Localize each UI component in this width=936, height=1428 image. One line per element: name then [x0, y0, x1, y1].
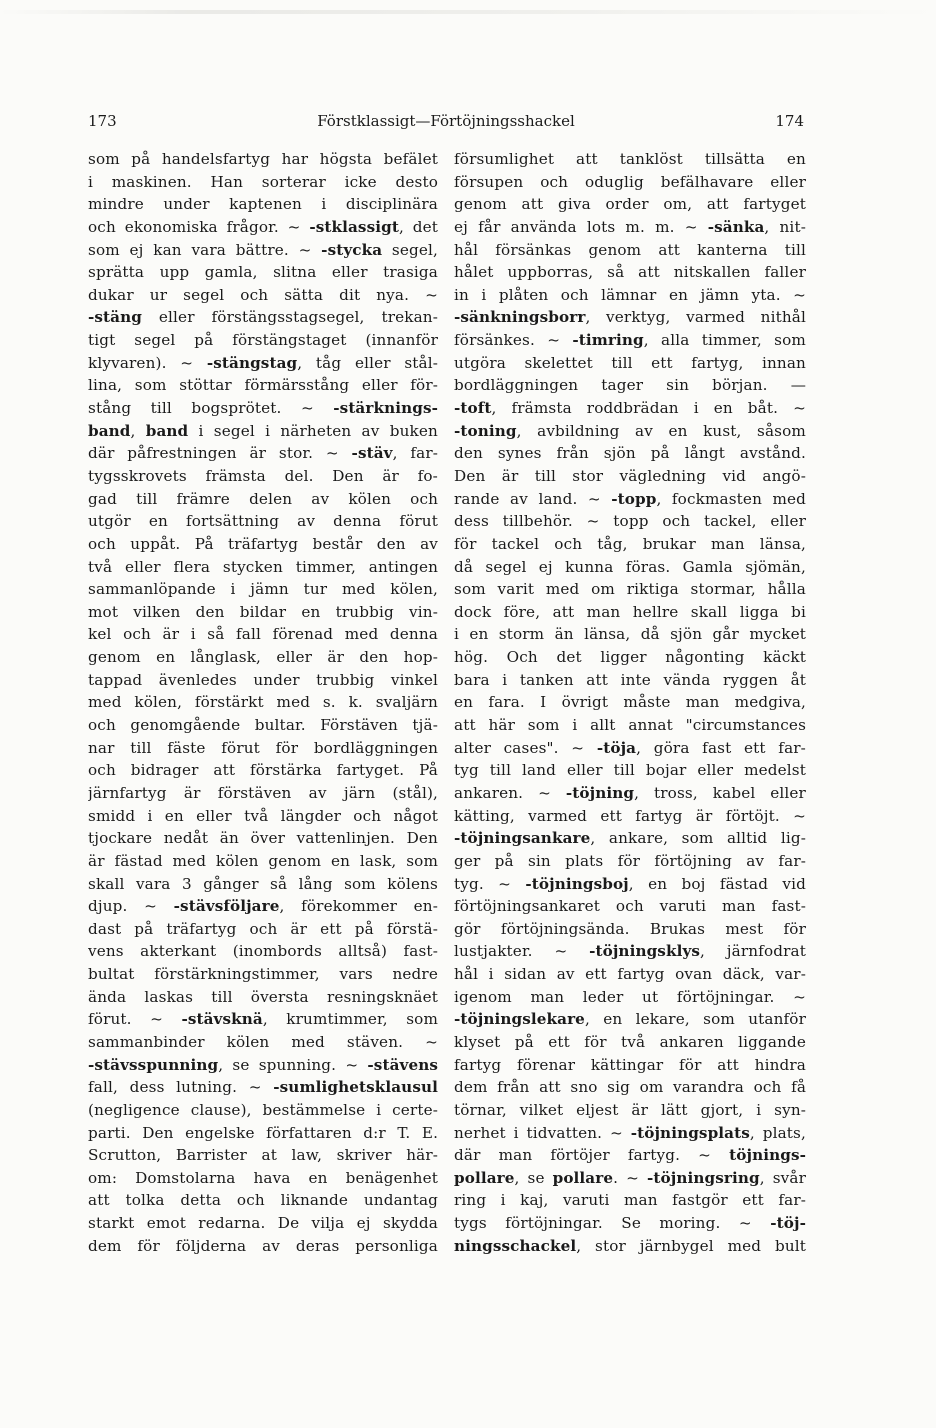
text-line: starkt emot redarna. De vilja ej skydda [88, 1214, 438, 1233]
text-line: klyset på ett för två ankaren liggande [454, 1032, 806, 1051]
text-line: är fästad med kölen genom en lask, som [88, 851, 438, 870]
text-line: kätting, varmed ett fartyg är förtöjt. ~ [454, 806, 806, 825]
text-line: dast på träfartyg och är ett på förstä- [88, 919, 438, 938]
text-line: järnfartyg är förstäven av järn (stål), [88, 783, 438, 802]
text-line: lustjakter. ~ -töjningsklys, järnfodrat [454, 942, 806, 961]
text-line: som ej kan vara bättre. ~ -stycka segel, [88, 240, 438, 259]
text-line: ningsschackel, stor järnbygel med bult [454, 1236, 806, 1255]
text-line: som på handelsfartyg har högsta befälet [88, 150, 438, 168]
text-line: för tackel och tåg, brukar man länsa, [454, 534, 806, 553]
text-line: vens akterkant (inombords alltså) fast- [88, 942, 438, 961]
right-text-column [454, 148, 806, 1268]
text-line: och uppåt. På träfartyg består den av [88, 534, 438, 553]
text-line: ring i kaj, varuti man fastgör ett far- [454, 1191, 806, 1210]
text-line: nerhet i tidvatten. ~ -töjningsplats, plats, [454, 1123, 806, 1142]
text-line: dess tillbehör. ~ topp och tackel, eller [454, 512, 806, 531]
text-line: genom en långlask, eller är den hop- [88, 648, 438, 667]
text-line: gad till främre delen av kölen och [88, 489, 438, 508]
text-line: hög. Och det ligger någonting käckt [454, 648, 806, 667]
text-line: ger på sin plats för förtöjning av far- [454, 851, 806, 870]
text-line: om: Domstolarna hava en benägenhet [88, 1168, 438, 1187]
text-line: hålet uppborras, så att nitskallen faller [454, 263, 806, 282]
page-number-right: 174 [775, 112, 804, 130]
text-line: försupen och oduglig befälhavare eller [454, 172, 806, 191]
text-line: tigt segel på förstängstaget (innanför [88, 331, 438, 350]
text-line: parti. Den engelske författaren d:r T. E. [88, 1123, 438, 1142]
text-line: -töjningslekare, en lekare, som utanför [454, 1010, 806, 1029]
text-line: igenom man leder ut förtöjningar. ~ [454, 987, 806, 1006]
text-line: utgör en fortsättning av denna förut [88, 512, 438, 531]
text-line: fartyg förenar kättingar för att hindra [454, 1055, 806, 1074]
text-line: rande av land. ~ -topp, fockmasten med [454, 489, 806, 508]
text-line: dem för följderna av deras personliga [88, 1236, 438, 1255]
text-line: ej får använda lots m. m. ~ -sänka, nit- [454, 217, 806, 236]
text-line: tygsskrovets främsta del. Den är fo- [88, 466, 438, 485]
page-number-left: 173 [88, 112, 117, 130]
text-line: in i plåten och lämnar en jämn yta. ~ [454, 285, 806, 304]
text-line: (negligence clause), bestämmelse i certe- [88, 1100, 438, 1119]
text-line: -sänkningsborr, verktyg, varmed nithål [454, 308, 806, 327]
text-line: utgöra skelettet till ett fartyg, innan [454, 353, 806, 372]
text-line: förtöjningsankaret och varuti man fast- [454, 897, 806, 916]
text-line: tyg till land eller till bojar eller medelst [454, 761, 806, 780]
text-line: -töjningsankare, ankare, som alltid lig- [454, 829, 806, 848]
text-line: försänkes. ~ -timring, alla timmer, som [454, 331, 806, 350]
text-line: och ekonomiska frågor. ~ -stklassigt, det [88, 217, 438, 236]
text-line: -toft, främsta roddbrädan i en båt. ~ [454, 399, 806, 418]
text-line: sammanlöpande i jämn tur med kölen, [88, 580, 438, 599]
text-line: -stäng eller förstängsstagsegel, trekan- [88, 308, 438, 327]
text-line: tappad ävenledes under trubbig vinkel [88, 670, 438, 689]
text-line: skall vara 3 gånger så lång som kölens [88, 874, 438, 893]
text-line: bultat förstärkningstimmer, vars nedre [88, 965, 438, 984]
text-line: smidd i en eller två längder och något [88, 806, 438, 825]
text-line: törnar, vilket eljest är lätt gjort, i syn- [454, 1100, 806, 1119]
text-line: och bidrager att förstärka fartyget. På [88, 761, 438, 780]
text-line: lina, som stöttar förmärsstång eller för- [88, 376, 438, 395]
text-line: fall, dess lutning. ~ -sumlighetsklausul [88, 1078, 438, 1097]
text-line: en fara. I övrigt måste man medgiva, [454, 693, 806, 712]
text-line: band, band i segel i närheten av buken [88, 421, 438, 440]
text-line: mindre under kaptenen i disciplinära [88, 195, 438, 214]
text-line: -toning, avbildning av en kust, såsom [454, 421, 806, 440]
text-line: försumlighet att tanklöst tillsätta en [454, 150, 806, 168]
text-line: gör förtöjningsända. Brukas mest för [454, 919, 806, 938]
header-title: Förstklassigt—Förtöjningsshackel [317, 112, 575, 130]
text-line: ända laskas till översta resningsknäet [88, 987, 438, 1006]
text-line: tjockare nedåt än över vattenlinjen. Den [88, 829, 438, 848]
text-line: Den är till stor vägledning vid angö- [454, 466, 806, 485]
text-line: där påfrestningen är stor. ~ -stäv, far- [88, 444, 438, 463]
text-line: hål försänkas genom att kanterna till [454, 240, 806, 259]
text-line: djup. ~ -stävsföljare, förekommer en- [88, 897, 438, 916]
text-line: klyvaren). ~ -stängstag, tåg eller stål- [88, 353, 438, 372]
text-line: tygs förtöjningar. Se moring. ~ -töj- [454, 1214, 806, 1233]
text-line: stång till bogsprötet. ~ -stärknings- [88, 399, 438, 418]
text-line: i maskinen. Han sorterar icke desto [88, 172, 438, 191]
text-line: och genomgående bultar. Förstäven tjä- [88, 716, 438, 735]
text-line: genom att giva order om, att fartyget [454, 195, 806, 214]
text-line: två eller flera stycken timmer, antingen [88, 557, 438, 576]
text-line: förut. ~ -stävsknä, krumtimmer, som [88, 1010, 438, 1029]
text-line: tyg. ~ -töjningsboj, en boj fästad vid [454, 874, 806, 893]
text-line: sprätta upp gamla, slitna eller trasiga [88, 263, 438, 282]
text-line: dock före, att man hellre skall ligga bi [454, 602, 806, 621]
text-line: pollare, se pollare. ~ -töjningsring, svår [454, 1168, 806, 1187]
text-line: hål i sidan av ett fartyg ovan däck, var- [454, 965, 806, 984]
text-line: mot vilken den bildar en trubbig vin- [88, 602, 438, 621]
text-line: med kölen, förstärkt med s. k. svaljärn [88, 693, 438, 712]
text-line: där man förtöjer fartyg. ~ töjnings- [454, 1146, 806, 1165]
text-line: den synes från sjön på långt avstånd. [454, 444, 806, 463]
text-line: i en storm än länsa, då sjön går mycket [454, 625, 806, 644]
text-line: -stävsspunning, se spunning. ~ -stävens [88, 1055, 438, 1074]
left-text-column [88, 148, 438, 1268]
text-line: dukar ur segel och sätta dit nya. ~ [88, 285, 438, 304]
text-line: bordläggningen tager sin början. — [454, 376, 806, 395]
text-line: som varit med om riktiga stormar, hålla [454, 580, 806, 599]
text-line: bara i tanken att inte vända ryggen åt [454, 670, 806, 689]
text-line: att här som i allt annat "circumstances [454, 716, 806, 735]
running-header [88, 112, 804, 136]
text-line: sammanbinder kölen med stäven. ~ [88, 1032, 438, 1051]
text-line: kel och är i så fall förenad med denna [88, 625, 438, 644]
text-line: dem från att sno sig om varandra och få [454, 1078, 806, 1097]
text-line: att tolka detta och liknande undantag [88, 1191, 438, 1210]
text-line: nar till fäste förut för bordläggningen [88, 738, 438, 757]
scan-edge-noise [0, 10, 936, 14]
text-line: då segel ej kunna föras. Gamla sjömän, [454, 557, 806, 576]
text-line: Scrutton, Barrister at law, skriver här- [88, 1146, 438, 1165]
text-line: alter cases". ~ -töja, göra fast ett far- [454, 738, 806, 757]
text-line: ankaren. ~ -töjning, tross, kabel eller [454, 783, 806, 802]
